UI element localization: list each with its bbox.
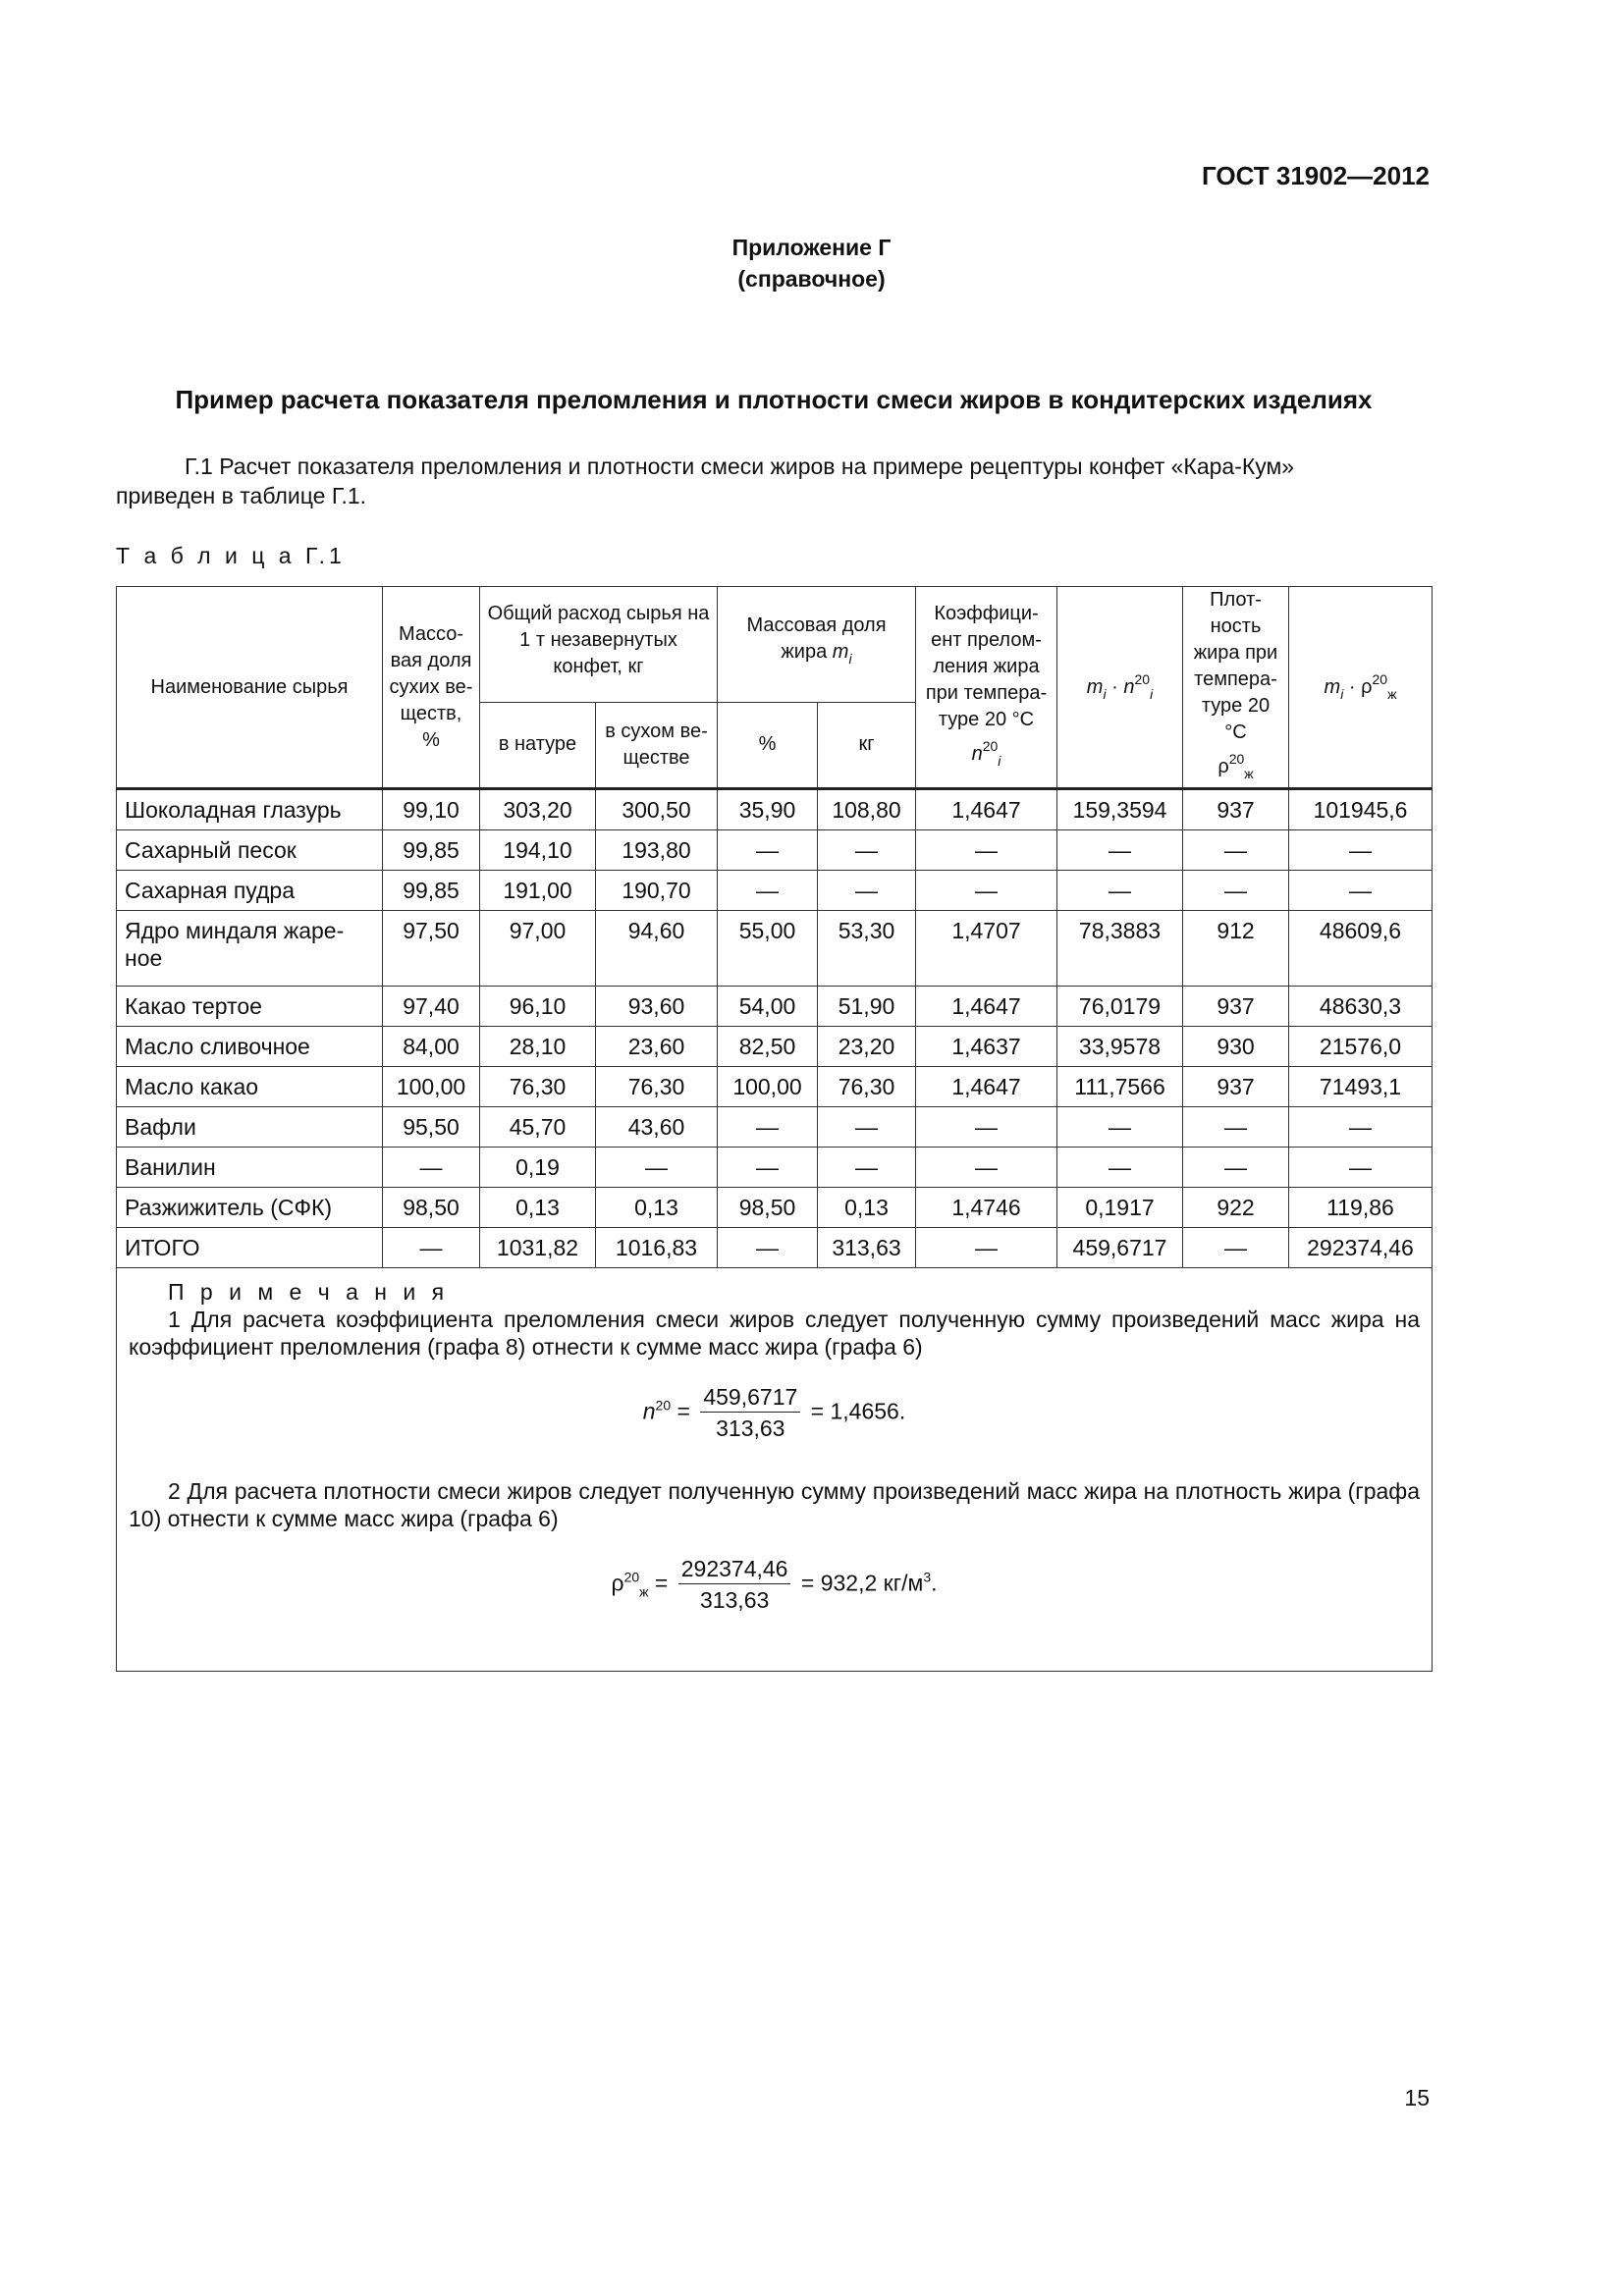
table-cell: 84,00 xyxy=(383,1027,480,1067)
table-cell: 1,4637 xyxy=(916,1027,1057,1067)
table-row xyxy=(117,1107,1433,1148)
formula1-lhs-sup: 20 xyxy=(655,1397,672,1414)
table-cell: — xyxy=(718,1148,818,1188)
table-cell: 459,6717 xyxy=(1057,1228,1183,1268)
table-cell: 33,9578 xyxy=(1057,1027,1183,1067)
table-cell: 937 xyxy=(1183,1067,1289,1107)
header-fat-symbol-sub: i xyxy=(848,651,852,667)
table-cell: 912 xyxy=(1183,911,1289,987)
prod1-m-sub: i xyxy=(1103,686,1107,702)
table-cell: 100,00 xyxy=(718,1067,818,1107)
formula2-eq: = xyxy=(654,1570,669,1596)
header-dry-mass: Массо-вая доля сухих ве-ществ, % xyxy=(383,587,480,789)
table-cell: 94,60 xyxy=(596,911,718,987)
table-row xyxy=(117,1188,1433,1228)
table-cell: — xyxy=(1183,1148,1289,1188)
table-cell: 100,00 xyxy=(383,1067,480,1107)
table-cell: 1016,83 xyxy=(596,1228,718,1268)
formula2-denominator: 313,63 xyxy=(699,1587,770,1613)
header-density-sub: ж xyxy=(1244,766,1254,781)
row-name-cell: Масло сливочное xyxy=(117,1027,383,1067)
prod1-n: n xyxy=(1123,676,1135,698)
table-cell: 193,80 xyxy=(596,830,718,871)
table-cell: 191,00 xyxy=(480,871,596,911)
table-cell: 1031,82 xyxy=(480,1228,596,1268)
table-cell: — xyxy=(383,1148,480,1188)
table-cell: 96,10 xyxy=(480,987,596,1027)
table-cell: 937 xyxy=(1183,789,1289,830)
table-cell: 313,63 xyxy=(818,1228,916,1268)
table-cell: — xyxy=(1057,1107,1183,1148)
table-cell: — xyxy=(916,1107,1057,1148)
table-cell: — xyxy=(1289,830,1433,871)
appendix-title: Приложение Г xyxy=(731,235,892,260)
table-cell: 1,4647 xyxy=(916,789,1057,830)
formula2-fraction xyxy=(678,1554,791,1616)
table-row xyxy=(117,789,1433,830)
table-cell: 51,90 xyxy=(818,987,916,1027)
table-cell: 303,20 xyxy=(480,789,596,830)
header-name: Наименование сырья xyxy=(117,587,383,789)
formula2-lhs: ρ xyxy=(611,1570,624,1596)
table-row xyxy=(117,871,1433,911)
table-row xyxy=(117,1027,1433,1067)
table-cell: 0,13 xyxy=(480,1188,596,1228)
table-cell: 54,00 xyxy=(718,987,818,1027)
header-product-rho xyxy=(1289,587,1433,789)
row-name-cell: Сахарный песок xyxy=(117,830,383,871)
formula-density xyxy=(129,1554,1420,1616)
header-density-symbol: ρ xyxy=(1217,756,1229,777)
table-cell: 95,50 xyxy=(383,1107,480,1148)
prod1-n-sup: 20 xyxy=(1134,671,1151,687)
formula1-fraction xyxy=(700,1382,800,1444)
table-cell: 48609,6 xyxy=(1289,911,1433,987)
appendix-header xyxy=(0,232,1623,294)
table-cell: — xyxy=(718,871,818,911)
table-cell: — xyxy=(1289,1148,1433,1188)
note-1: 1 Для расчета коэффициента преломления смеси жиров следует полученную сумму произведений масс жира на коэффициент преломления (графа 8) отнести к сумме масс жира (графа 6) xyxy=(129,1307,1420,1360)
prod1-n-sub: i xyxy=(1150,686,1154,702)
table-cell: 292374,46 xyxy=(1289,1228,1433,1268)
table-cell: 1,4647 xyxy=(916,987,1057,1027)
header-percent: % xyxy=(718,702,818,788)
standard-code: ГОСТ 31902—2012 xyxy=(1202,161,1430,190)
table-cell: — xyxy=(1289,1107,1433,1148)
table-cell: — xyxy=(1057,871,1183,911)
notes-title: П р и м е ч а н и я xyxy=(168,1279,450,1305)
intro-paragraph xyxy=(116,452,1432,510)
table-cell: 76,30 xyxy=(818,1067,916,1107)
formula1-result: = 1,4656. xyxy=(810,1398,906,1424)
header-total-group: Общий расход сырья на 1 т незавернутых конфет, кг xyxy=(480,587,718,703)
table-cell: — xyxy=(1183,871,1289,911)
formula2-result: = 932,2 кг/м xyxy=(800,1570,924,1596)
table-cell: 0,13 xyxy=(818,1188,916,1228)
notes-cell xyxy=(117,1268,1433,1672)
table-cell: 76,30 xyxy=(596,1067,718,1107)
table-row xyxy=(117,1228,1433,1268)
table-cell: — xyxy=(1057,830,1183,871)
prod2-rho-sup: 20 xyxy=(1372,671,1388,687)
note-2: 2 Для расчета плотности смеси жиров следует полученную сумму произведений масс жира на плотность жира (графа 10) отнести к сумме масс жира (графа 6) xyxy=(129,1478,1420,1531)
table-cell: 1,4746 xyxy=(916,1188,1057,1228)
header-refraction-symbol: n xyxy=(971,742,983,765)
table-cell: 53,30 xyxy=(818,911,916,987)
intro-line-2: приведен в таблице Г.1. xyxy=(116,483,367,508)
row-name-cell: Ванилин xyxy=(117,1148,383,1188)
table-cell: 82,50 xyxy=(718,1027,818,1067)
table-cell: 23,60 xyxy=(596,1027,718,1067)
table-cell: 99,10 xyxy=(383,789,480,830)
table-cell: 111,7566 xyxy=(1057,1067,1183,1107)
formula2-lhs-sub: ж xyxy=(639,1583,649,1600)
table-cell: — xyxy=(916,1148,1057,1188)
table-cell: — xyxy=(718,830,818,871)
table-cell: 99,85 xyxy=(383,830,480,871)
header-refraction-text: Коэффици-ент прелом-ления жира при темпера-туре 20 °С xyxy=(925,602,1048,730)
table-cell: 930 xyxy=(1183,1027,1289,1067)
header-natural: в натуре xyxy=(480,702,596,788)
formula2-end: . xyxy=(931,1570,938,1596)
table-cell: 93,60 xyxy=(596,987,718,1027)
table-cell: 119,86 xyxy=(1289,1188,1433,1228)
table-cell: — xyxy=(1183,1228,1289,1268)
prod2-m-sub: i xyxy=(1340,686,1344,702)
formula2-unit-sup: 3 xyxy=(923,1569,932,1585)
table-cell: 21576,0 xyxy=(1289,1027,1433,1067)
header-density-sup: 20 xyxy=(1228,751,1245,767)
intro-line-1: Г.1 Расчет показателя преломления и плотности смеси жиров на примере рецептуры конфет «Кара-Кум» xyxy=(185,454,1295,479)
formula1-eq: = xyxy=(676,1398,690,1424)
header-refraction-sub: i xyxy=(998,752,1001,769)
table-cell: 43,60 xyxy=(596,1107,718,1148)
table-cell: 1,4707 xyxy=(916,911,1057,987)
table-cell: — xyxy=(718,1228,818,1268)
table-cell: — xyxy=(383,1228,480,1268)
table-cell: 159,3594 xyxy=(1057,789,1183,830)
row-name-cell: Ядро миндаля жаре-ное xyxy=(117,911,383,987)
formula-refraction xyxy=(129,1382,1420,1444)
table-cell: 48630,3 xyxy=(1289,987,1433,1027)
header-refraction xyxy=(916,587,1057,789)
table-cell: 108,80 xyxy=(818,789,916,830)
header-dry: в сухом ве-ществе xyxy=(596,702,718,788)
data-table xyxy=(116,586,1433,1672)
formula1-numerator: 459,6717 xyxy=(700,1382,800,1413)
header-fat-symbol: m xyxy=(832,641,849,663)
table-cell: 0,13 xyxy=(596,1188,718,1228)
table-cell: 98,50 xyxy=(383,1188,480,1228)
header-density xyxy=(1183,587,1289,789)
table-cell: 76,0179 xyxy=(1057,987,1183,1027)
header-density-text: Плот-ность жира при темпера-туре 20 °С xyxy=(1193,589,1278,743)
table-cell: 101945,6 xyxy=(1289,789,1433,830)
row-name-cell: Разжижитель (СФК) xyxy=(117,1188,383,1228)
table-cell: — xyxy=(596,1148,718,1188)
table-cell: 937 xyxy=(1183,987,1289,1027)
table-cell: 922 xyxy=(1183,1188,1289,1228)
prod1-m: m xyxy=(1086,676,1104,698)
table-caption: Т а б л и ц а Г.1 xyxy=(116,543,346,568)
table-cell: 28,10 xyxy=(480,1027,596,1067)
formula2-lhs-sup: 20 xyxy=(623,1569,640,1585)
table-cell: 0,1917 xyxy=(1057,1188,1183,1228)
row-name-cell: ИТОГО xyxy=(117,1228,383,1268)
table-cell: — xyxy=(1183,830,1289,871)
prod2-dot: · xyxy=(1348,676,1356,698)
table-row xyxy=(117,1148,1433,1188)
table-cell: — xyxy=(818,1148,916,1188)
table-cell: 76,30 xyxy=(480,1067,596,1107)
table-cell: 97,50 xyxy=(383,911,480,987)
appendix-type: (справочное) xyxy=(737,266,886,292)
table-cell: 99,85 xyxy=(383,871,480,911)
table-cell: — xyxy=(916,1228,1057,1268)
row-name-cell: Какао тертое xyxy=(117,987,383,1027)
table-cell: 97,40 xyxy=(383,987,480,1027)
table-cell: 0,19 xyxy=(480,1148,596,1188)
page-number: 15 xyxy=(1404,2085,1430,2110)
header-product-n xyxy=(1057,587,1183,789)
row-name-cell: Масло какао xyxy=(117,1067,383,1107)
prod2-rho-sub: ж xyxy=(1387,686,1397,702)
header-kg: кг xyxy=(818,702,916,788)
table-row xyxy=(117,911,1433,987)
table-row xyxy=(117,1067,1433,1107)
section-heading: Пример расчета показателя преломления и плотности смеси жиров в кондитерских изделиях xyxy=(175,385,1373,414)
table-cell: 23,20 xyxy=(818,1027,916,1067)
table-cell: 35,90 xyxy=(718,789,818,830)
row-name-cell: Сахарная пудра xyxy=(117,871,383,911)
table-cell: — xyxy=(818,1107,916,1148)
table-cell: — xyxy=(916,830,1057,871)
table-cell: 55,00 xyxy=(718,911,818,987)
formula1-lhs: n xyxy=(642,1398,656,1424)
table-cell: 300,50 xyxy=(596,789,718,830)
table-cell: — xyxy=(718,1107,818,1148)
table-cell: 45,70 xyxy=(480,1107,596,1148)
table-body xyxy=(117,789,1433,1672)
prod2-rho: ρ xyxy=(1361,676,1373,698)
table-cell: — xyxy=(1289,871,1433,911)
header-fat-group xyxy=(718,587,916,703)
table-cell: — xyxy=(916,871,1057,911)
table-cell: 190,70 xyxy=(596,871,718,911)
prod2-m: m xyxy=(1324,676,1341,698)
table-cell: 97,00 xyxy=(480,911,596,987)
table-cell: 98,50 xyxy=(718,1188,818,1228)
prod1-dot: · xyxy=(1111,676,1118,698)
table-cell: 194,10 xyxy=(480,830,596,871)
table-cell: 1,4647 xyxy=(916,1067,1057,1107)
table-cell: — xyxy=(1183,1107,1289,1148)
formula2-numerator: 292374,46 xyxy=(678,1554,791,1584)
table-cell: 78,3883 xyxy=(1057,911,1183,987)
table-cell: — xyxy=(818,871,916,911)
table-row xyxy=(117,987,1433,1027)
header-refraction-sup: 20 xyxy=(982,737,999,754)
formula1-denominator: 313,63 xyxy=(716,1415,785,1441)
table-row xyxy=(117,830,1433,871)
table-cell: — xyxy=(818,830,916,871)
table-cell: 71493,1 xyxy=(1289,1067,1433,1107)
row-name-cell: Вафли xyxy=(117,1107,383,1148)
row-name-cell: Шоколадная глазурь xyxy=(117,789,383,830)
table-cell: — xyxy=(1057,1148,1183,1188)
header-fat-label: Массовая доля жира xyxy=(746,614,887,663)
